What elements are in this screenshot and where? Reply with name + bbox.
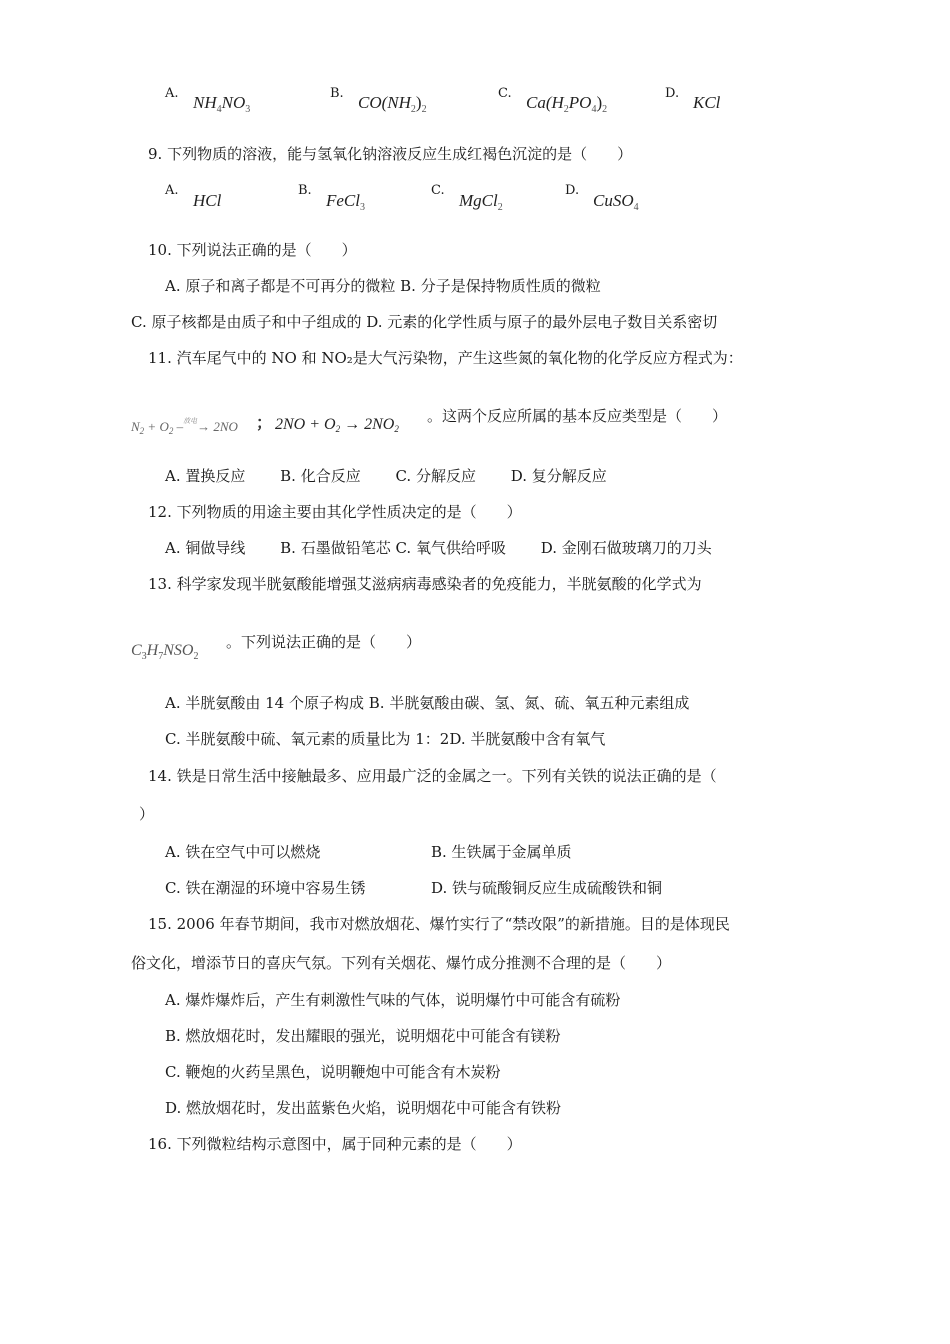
q12-stem: 12. 下列物质的用途主要由其化学性质决定的是（ ） [148,503,522,521]
q8-option-b-letter: B. [330,86,344,101]
q11-options: A. 置换反应 B. 化合反应 C. 分解反应 D. 复分解反应 [165,467,607,485]
q14-option-b: B. 生铁属于金属单质 [431,843,572,861]
q9-option-b-letter: B. [298,183,312,198]
q8-option-c-letter: C. [498,86,512,101]
q13-stem: 13. 科学家发现半胱氨酸能增强艾滋病病毒感染者的免疫能力，半胱氨酸的化学式为 [148,575,702,593]
q13-options-line2: C. 半胱氨酸中硫、氧元素的质量比为 1：2D. 半胱氨酸中含有氧气 [165,730,606,748]
q13-formula: $C_3H_7NSO_2$ [131,642,199,662]
q9-option-c-formula: MgCl$_2$ [459,191,503,213]
q12-options: A. 铜做导线 B. 石墨做铅笔芯 C. 氧气供给呼吸 D. 金刚石做玻璃刀的刀头 [165,539,712,557]
q11-reaction-condition: 放电 [183,417,198,425]
q13-options-line1: A. 半胱氨酸由 14 个原子构成 B. 半胱氨酸由碳、氢、氮、硫、氧五种元素组成 [165,694,690,712]
q11-equation-2: $2NO + O_2 \to 2NO_2$ [275,416,399,434]
q15-stem-continued: 俗文化，增添节日的喜庆气氛。下列有关烟花、爆竹成分推测不合理的是（ ） [131,954,672,972]
q11-equation-1: $N_2 + O_2$ –$^{放电}$→ 2NO [131,417,238,436]
q15-option-d: D. 燃放烟花时，发出蓝紫色火焰，说明烟花中可能含有铁粉 [165,1099,562,1117]
q10-options-line1: A. 原子和离子都是不可再分的微粒 B. 分子是保持物质性质的微粒 [165,277,601,295]
q14-option-a: A. 铁在空气中可以燃烧 [165,843,321,861]
q15-option-b: B. 燃放烟花时，发出耀眼的强光，说明烟花中可能含有镁粉 [165,1027,561,1045]
q11-stem: 11. 汽车尾气中的 NO 和 NO₂是大气污染物，产生这些氮的氧化物的化学反应方程式为： [148,349,743,367]
q16-stem: 16. 下列微粒结构示意图中，属于同种元素的是（ ） [148,1135,522,1153]
q9-option-c-letter: C. [431,183,445,198]
q11-separator: ； [256,415,273,432]
q8-option-a-formula: $NH_4NO_3$ [193,93,251,115]
q8-option-a-letter: A. [165,86,179,101]
q15-stem: 15. 2006 年春节期间，我市对燃放烟花、爆竹实行了“禁改限”的新措施。目的是体现民 [148,915,730,933]
q9-option-d-letter: D. [565,183,580,198]
q15-option-c: C. 鞭炮的火药呈黑色，说明鞭炮中可能含有木炭粉 [165,1063,501,1081]
q14-option-d: D. 铁与硫酸铜反应生成硫酸铁和铜 [431,879,663,897]
q9-stem: 9. 下列物质的溶液，能与氢氧化钠溶液反应生成红褐色沉淀的是（ ） [148,145,633,163]
q14-stem-continued: ） [139,805,155,823]
q8-option-d-formula: KCl [693,93,721,112]
q13-stem-tail: 。下列说法正确的是（ ） [226,633,422,651]
q9-option-a-letter: A. [165,183,179,198]
q11-stem-tail: 。这两个反应所属的基本反应类型是（ ） [427,407,728,425]
q8-option-d-letter: D. [665,86,680,101]
q10-options-line2: C. 原子核都是由质子和中子组成的 D. 元素的化学性质与原子的最外层电子数目关系密切 [131,313,718,331]
q9-option-a-formula: HCl [193,191,222,210]
q14-option-c: C. 铁在潮湿的环境中容易生锈 [165,879,366,897]
q10-stem: 10. 下列说法正确的是（ ） [148,241,357,259]
q9-option-b-formula: FeCl$_3$ [326,191,365,213]
q8-option-c-formula: $Ca(H_2PO_4)_2$ [526,93,608,115]
q8-option-b-formula: $CO(NH_2)_2$ [358,93,427,115]
q9-option-d-formula: CuSO$_4$ [593,191,639,213]
q14-stem: 14. 铁是日常生活中接触最多、应用最广泛的金属之一。下列有关铁的说法正确的是（ [148,767,717,785]
q15-option-a: A. 爆炸爆炸后，产生有刺激性气味的气体，说明爆竹中可能含有硫粉 [165,991,621,1009]
